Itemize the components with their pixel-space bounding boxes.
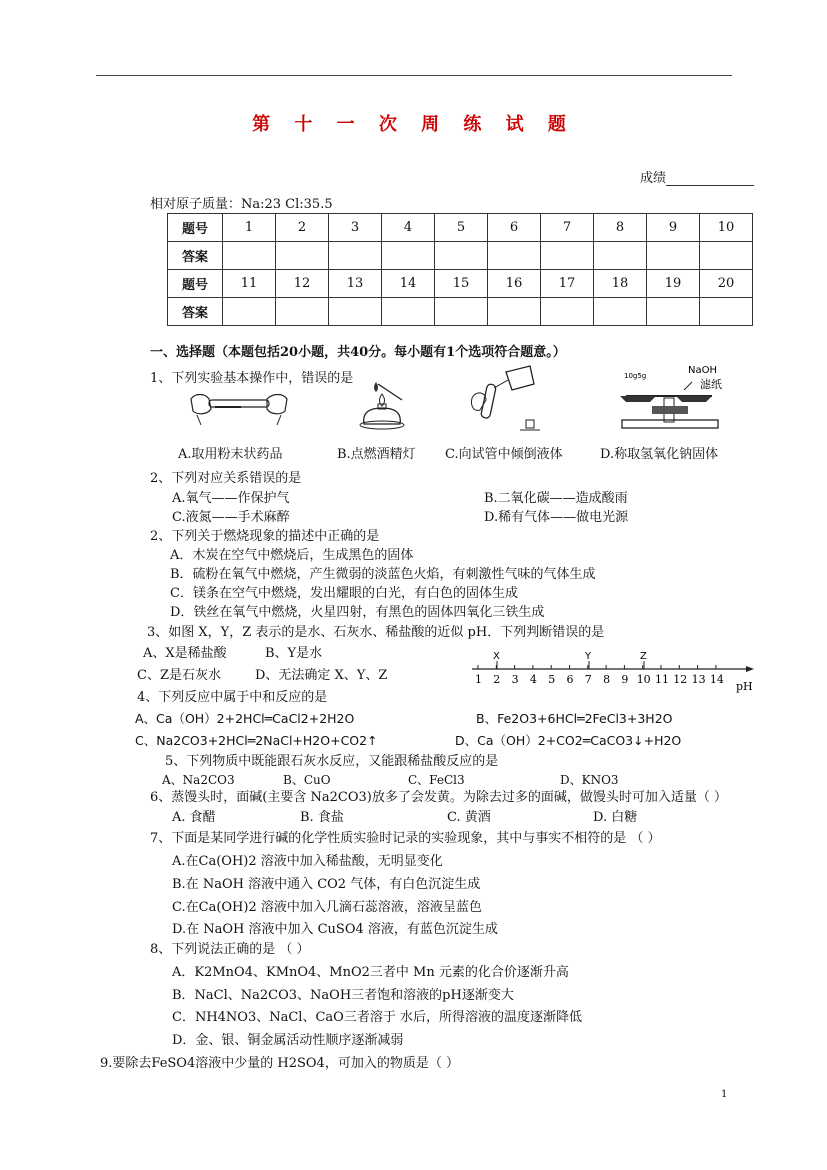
q3-stem: 3、如图 X，Y，Z 表示的是水、石灰水、稀盐酸的近似 pH．下列判断错误的是 bbox=[147, 625, 605, 640]
ph-marker-y: Y bbox=[585, 651, 592, 662]
answer-cell[interactable] bbox=[488, 242, 541, 270]
answer-cell[interactable] bbox=[382, 298, 435, 326]
weight-label: 10g5g bbox=[624, 372, 647, 380]
answer-cell[interactable] bbox=[541, 298, 594, 326]
q3-option-c[interactable]: C、Z是石灰水 bbox=[137, 668, 221, 683]
table-cell: 2 bbox=[276, 214, 329, 242]
q7-stem: 7、下面是某同学进行碱的化学性质实验时记录的实验现象，其中与事实不相符的是 （ ） bbox=[150, 831, 661, 846]
answer-cell[interactable] bbox=[329, 298, 382, 326]
answer-cell[interactable] bbox=[647, 242, 700, 270]
answer-table bbox=[167, 213, 753, 326]
q7-option-b[interactable]: B.在 NaOH 溶液中通入 CO2 气体，有白色沉淀生成 bbox=[172, 877, 481, 892]
table-cell: 11 bbox=[223, 270, 276, 298]
table-cell: 8 bbox=[594, 214, 647, 242]
answer-cell[interactable] bbox=[647, 298, 700, 326]
q5-option-b[interactable]: B、CuO bbox=[283, 773, 331, 787]
ph-tick-label: 2 bbox=[493, 673, 501, 686]
answer-cell[interactable] bbox=[223, 298, 276, 326]
q2a-option-d[interactable]: D.稀有气体——做电光源 bbox=[484, 510, 629, 525]
ph-tick-label: 5 bbox=[548, 673, 556, 686]
table-cell: 9 bbox=[647, 214, 700, 242]
q3-option-a[interactable]: A、X是稀盐酸 bbox=[143, 646, 227, 661]
answer-cell[interactable] bbox=[541, 242, 594, 270]
atomic-mass-note: 相对原子质量：Na:23 Cl:35.5 bbox=[150, 197, 333, 212]
q4-option-a[interactable]: A、Ca（OH）2+2HCl═CaCl2+2H2O bbox=[135, 711, 355, 726]
q1-option-a[interactable]: A.取用粉末状药品 bbox=[178, 447, 283, 462]
answer-cell[interactable] bbox=[435, 242, 488, 270]
table-row bbox=[168, 214, 753, 242]
ph-tick-label: 14 bbox=[709, 673, 724, 686]
alcohol-lamp-figure bbox=[348, 378, 418, 436]
q2b-option-d[interactable]: D．铁丝在氧气中燃烧，火星四射，有黑色的固体四氧化三铁生成 bbox=[170, 605, 545, 620]
q2b-option-b[interactable]: B．硫粉在氧气中燃烧，产生微弱的淡蓝色火焰，有刺激性气味的气体生成 bbox=[170, 567, 596, 582]
table-cell: 10 bbox=[700, 214, 753, 242]
table-cell: 5 bbox=[435, 214, 488, 242]
q6-option-a[interactable]: A. 食醋 bbox=[172, 810, 216, 825]
table-cell: 1 bbox=[223, 214, 276, 242]
grade-blank[interactable] bbox=[666, 171, 754, 186]
ph-tick-label: 1 bbox=[475, 673, 482, 686]
q5-option-a[interactable]: A、Na2CO3 bbox=[162, 773, 235, 787]
answer-cell[interactable] bbox=[594, 242, 647, 270]
q2b-option-a[interactable]: A．木炭在空气中燃烧后，生成黑色的固体 bbox=[170, 548, 414, 563]
answer-cell[interactable] bbox=[488, 298, 541, 326]
ph-scale-figure bbox=[468, 647, 758, 693]
q4-option-c[interactable]: C、Na2CO3+2HCl═2NaCl+H2O+CO2↑ bbox=[135, 733, 378, 748]
q7-option-a[interactable]: A.在Ca(OH)2 溶液中加入稀盐酸，无明显变化 bbox=[172, 854, 443, 869]
q3-option-d[interactable]: D、无法确定 X、Y、Z bbox=[255, 668, 388, 683]
q8-option-b[interactable]: B．NaCl、Na2CO3、NaOH三者饱和溶液的pH逐渐变大 bbox=[172, 988, 514, 1003]
section-heading: 一、选择题（本题包括20小题，共40分。每小题有1个选项符合题意。） bbox=[150, 345, 566, 360]
q8-option-a[interactable]: A．K2MnO4、KMnO4、MnO2三者中 Mn 元素的化合价逐渐升高 bbox=[172, 965, 569, 980]
q9-stem: 9.要除去FeSO4溶液中少量的 H2SO4，可加入的物质是（ ） bbox=[100, 1056, 459, 1071]
answer-cell[interactable] bbox=[329, 242, 382, 270]
naoh-label: NaOH bbox=[688, 365, 717, 376]
answer-cell[interactable] bbox=[435, 298, 488, 326]
ph-tick-label: 9 bbox=[621, 673, 629, 686]
ph-tick-label: 3 bbox=[511, 673, 519, 686]
table-cell: 16 bbox=[488, 270, 541, 298]
q8-option-d[interactable]: D．金、银、铜金属活动性顺序逐渐减弱 bbox=[172, 1033, 404, 1048]
table-cell: 题号 bbox=[168, 214, 223, 242]
table-cell: 4 bbox=[382, 214, 435, 242]
grade-field bbox=[640, 167, 754, 186]
answer-cell[interactable] bbox=[700, 298, 753, 326]
table-cell: 7 bbox=[541, 214, 594, 242]
q2a-option-c[interactable]: C.液氮——手术麻醉 bbox=[172, 510, 290, 525]
top-rule bbox=[96, 75, 732, 76]
table-cell: 18 bbox=[594, 270, 647, 298]
q1-option-b[interactable]: B.点燃酒精灯 bbox=[337, 447, 416, 462]
q6-option-b[interactable]: B. 食盐 bbox=[300, 810, 344, 825]
table-cell: 13 bbox=[329, 270, 382, 298]
ph-axis-arrow bbox=[746, 666, 754, 672]
ph-tick-label: 8 bbox=[603, 673, 611, 686]
answer-cell[interactable] bbox=[223, 242, 276, 270]
ph-tick-label: 11 bbox=[655, 673, 669, 686]
table-row bbox=[168, 298, 753, 326]
table-cell: 12 bbox=[276, 270, 329, 298]
table-cell: 6 bbox=[488, 214, 541, 242]
q7-option-d[interactable]: D.在 NaOH 溶液中加入 CuSO4 溶液，有蓝色沉淀生成 bbox=[172, 922, 498, 937]
q6-option-c[interactable]: C. 黄酒 bbox=[447, 810, 491, 825]
table-cell: 3 bbox=[329, 214, 382, 242]
answer-cell[interactable] bbox=[700, 242, 753, 270]
q5-stem: 5、下列物质中既能跟石灰水反应，又能跟稀盐酸反应的是 bbox=[165, 754, 499, 769]
ph-tick-label: 10 bbox=[636, 673, 651, 686]
ph-tick-label: 4 bbox=[529, 673, 537, 686]
q5-option-d[interactable]: D、KNO3 bbox=[560, 773, 619, 787]
table-cell: 17 bbox=[541, 270, 594, 298]
page-title: 第 十 一 次 周 练 试 题 bbox=[252, 114, 575, 135]
q4-stem: 4、下列反应中属于中和反应的是 bbox=[137, 690, 328, 705]
q1-option-c[interactable]: C.向试管中倾倒液体 bbox=[445, 447, 563, 462]
q2b-stem: 2、下列关于燃烧现象的描述中正确的是 bbox=[150, 529, 380, 544]
balance-naoh-figure bbox=[612, 362, 732, 442]
answer-cell[interactable] bbox=[276, 242, 329, 270]
table-cell: 答案 bbox=[168, 298, 223, 326]
q5-option-c[interactable]: C、FeCl3 bbox=[408, 773, 465, 787]
ph-tick-label: 13 bbox=[691, 673, 706, 686]
q4-option-b[interactable]: B、Fe2O3+6HCl═2FeCl3+3H2O bbox=[476, 711, 673, 726]
answer-cell[interactable] bbox=[382, 242, 435, 270]
page-number: 1 bbox=[721, 1089, 728, 1100]
q2a-option-b[interactable]: B.二氧化碳——造成酸雨 bbox=[484, 491, 628, 506]
table-cell: 19 bbox=[647, 270, 700, 298]
q4-option-d[interactable]: D、Ca（OH）2+CO2═CaCO3↓+H2O bbox=[455, 733, 682, 748]
q2b-option-c[interactable]: C．镁条在空气中燃烧，发出耀眼的白光，有白色的固体生成 bbox=[170, 586, 518, 601]
ph-tick-label: 6 bbox=[566, 673, 574, 686]
ph-tick-label: 7 bbox=[584, 673, 592, 686]
table-row bbox=[168, 242, 753, 270]
table-cell: 15 bbox=[435, 270, 488, 298]
q7-option-c[interactable]: C.在Ca(OH)2 溶液中加入几滴石蕊溶液，溶液呈蓝色 bbox=[172, 900, 482, 915]
ph-marker-z: Z bbox=[640, 651, 647, 662]
q1-stem: 1、下列实验基本操作中，错误的是 bbox=[150, 371, 354, 386]
q1-option-d[interactable]: D.称取氢氧化钠固体 bbox=[600, 447, 719, 462]
powder-test-tube-figure bbox=[185, 385, 293, 431]
ph-marker-x: X bbox=[493, 651, 500, 662]
answer-cell[interactable] bbox=[276, 298, 329, 326]
table-cell: 14 bbox=[382, 270, 435, 298]
ph-unit-label: pH bbox=[736, 680, 753, 693]
ph-tick-label: 12 bbox=[673, 673, 688, 686]
q3-option-b[interactable]: B、Y是水 bbox=[265, 646, 323, 661]
q2a-stem: 2、下列对应关系错误的是 bbox=[150, 471, 302, 486]
table-cell: 题号 bbox=[168, 270, 223, 298]
table-cell: 20 bbox=[700, 270, 753, 298]
pouring-liquid-figure bbox=[462, 362, 542, 440]
paper-label: 滤纸 bbox=[700, 378, 722, 391]
q6-option-d[interactable]: D. 白糖 bbox=[593, 810, 638, 825]
table-cell: 答案 bbox=[168, 242, 223, 270]
q8-option-c[interactable]: C．NH4NO3、NaCl、CaO三者溶于 水后，所得溶液的温度逐渐降低 bbox=[172, 1010, 582, 1025]
q8-stem: 8、下列说法正确的是 （ ） bbox=[150, 942, 310, 957]
q6-stem: 6、蒸馒头时，面碱(主要含 Na2CO3)放多了会发黄。为除去过多的面碱，做馒头时可加入适量（ ） bbox=[150, 790, 727, 805]
table-row bbox=[168, 270, 753, 298]
grade-label: 成绩 bbox=[640, 171, 667, 186]
q2a-option-a[interactable]: A.氧气——作保护气 bbox=[172, 491, 290, 506]
answer-cell[interactable] bbox=[594, 298, 647, 326]
